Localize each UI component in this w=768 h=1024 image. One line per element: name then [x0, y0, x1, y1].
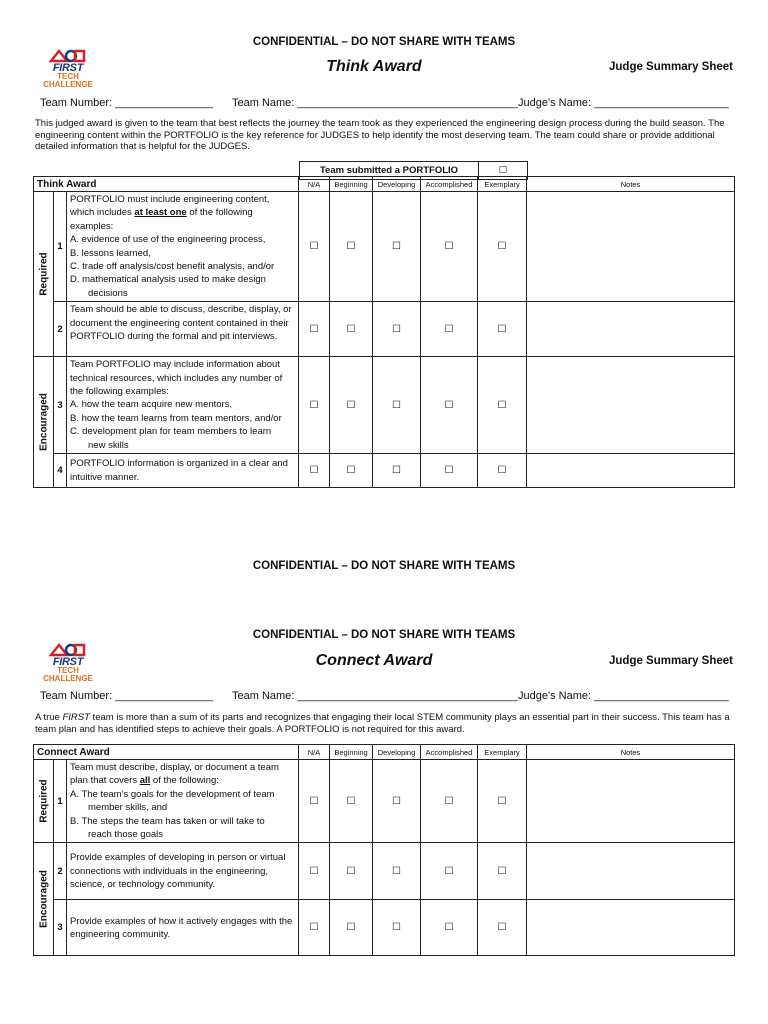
section-required: Required — [34, 760, 54, 843]
section-encouraged: Encouraged — [34, 843, 54, 956]
notes-cell[interactable] — [527, 760, 735, 843]
criterion-number: 2 — [54, 843, 67, 900]
checkbox-na[interactable]: ☐ — [299, 760, 330, 843]
table-row — [34, 357, 735, 454]
checkbox-exemplary[interactable]: ☐ — [478, 843, 527, 900]
portfolio-submitted-label: Team submitted a PORTFOLIO — [300, 162, 479, 180]
checkbox-developing[interactable]: ☐ — [373, 357, 421, 454]
table-row — [34, 302, 735, 357]
criterion-text: Team should be able to discuss, describe, display, or document the engineering content contained in their PORTFOLIO during the formal and pit interviews. — [67, 302, 299, 357]
criterion-number: 2 — [54, 302, 67, 357]
checkbox-beginning[interactable]: ☐ — [330, 760, 373, 843]
criterion-number: 4 — [54, 454, 67, 488]
checkbox-na[interactable]: ☐ — [299, 357, 330, 454]
notes-cell[interactable] — [527, 302, 735, 357]
checkbox-beginning[interactable]: ☐ — [330, 302, 373, 357]
col-na: N/A — [299, 177, 330, 192]
team-name-field[interactable]: Team Name: ____________________________________ — [232, 690, 518, 702]
team-number-field[interactable]: Team Number: ________________ — [40, 97, 214, 109]
table-row — [34, 192, 735, 302]
col-beginning: Beginning — [330, 177, 373, 192]
checkbox-developing[interactable]: ☐ — [373, 900, 421, 956]
checkbox-accomplished[interactable]: ☐ — [421, 302, 478, 357]
criterion-text: PORTFOLIO information is organized in a clear and intuitive manner. — [67, 454, 299, 488]
award-title: Think Award — [326, 58, 422, 75]
notes-cell[interactable] — [527, 900, 735, 956]
checkbox-developing[interactable]: ☐ — [373, 843, 421, 900]
col-accomplished: Accomplished — [421, 745, 478, 760]
criterion-text: Team must describe, display, or document a team plan that covers all of the following: A. The team’s goals for the development of team member skills, and B. The steps the team has taken or will take to reach those goals — [67, 760, 299, 843]
criterion-number: 1 — [54, 192, 67, 302]
portfolio-submitted-checkbox[interactable]: ☐ — [479, 162, 528, 180]
checkbox-accomplished[interactable]: ☐ — [421, 843, 478, 900]
col-notes: Notes — [527, 745, 735, 760]
judge-name-field[interactable]: Judge's Name: ______________________ — [518, 690, 729, 702]
notes-cell[interactable] — [527, 454, 735, 488]
notes-cell[interactable] — [527, 357, 735, 454]
checkbox-na[interactable]: ☐ — [299, 302, 330, 357]
table-row — [34, 454, 735, 488]
col-exemplary: Exemplary — [478, 745, 527, 760]
award-title: Connect Award — [315, 652, 433, 669]
sheet-label: Judge Summary Sheet — [609, 655, 733, 667]
award-description: A true FIRST team is more than a sum of its parts and recognizes that engaging their local STEM community plays an essential part in their success. This team has a team plan and has identified steps to achieve their goals. A PORTFOLIO is not required for this award. — [35, 712, 730, 735]
checkbox-accomplished[interactable]: ☐ — [421, 192, 478, 302]
confidential-footer: CONFIDENTIAL – DO NOT SHARE WITH TEAMS — [252, 560, 516, 572]
checkbox-developing[interactable]: ☐ — [373, 302, 421, 357]
judge-name-field[interactable]: Judge's Name: ______________________ — [518, 97, 729, 109]
notes-cell[interactable] — [527, 192, 735, 302]
checkbox-accomplished[interactable]: ☐ — [421, 760, 478, 843]
checkbox-beginning[interactable]: ☐ — [330, 843, 373, 900]
checkbox-exemplary[interactable]: ☐ — [478, 454, 527, 488]
checkbox-na[interactable]: ☐ — [299, 900, 330, 956]
checkbox-exemplary[interactable]: ☐ — [478, 302, 527, 357]
criterion-number: 3 — [54, 357, 67, 454]
team-name-field[interactable]: Team Name: ____________________________________ — [232, 97, 518, 109]
checkbox-accomplished[interactable]: ☐ — [421, 357, 478, 454]
criterion-number: 3 — [54, 900, 67, 956]
logo-challenge-text: CHALLENGE — [43, 674, 93, 683]
team-number-field[interactable]: Team Number: ________________ — [40, 690, 214, 702]
criterion-text: PORTFOLIO must include engineering content, which includes at least one of the following examples: A. evidence of use of the engineering process, B. lessons learned, C. trade off analysis/cost benefit analysis, and/or D. mathematical analysis used to make design decisions — [67, 192, 299, 302]
table-row — [34, 760, 735, 843]
table-row — [34, 900, 735, 956]
confidential-header: CONFIDENTIAL – DO NOT SHARE WITH TEAMS — [252, 36, 516, 48]
checkbox-na[interactable]: ☐ — [299, 843, 330, 900]
logo-first-text: FIRST — [52, 656, 84, 668]
col-notes: Notes — [527, 177, 735, 192]
table-title: Think Award — [34, 177, 299, 192]
col-developing: Developing — [373, 745, 421, 760]
section-encouraged: Encouraged — [34, 357, 54, 488]
checkbox-beginning[interactable]: ☐ — [330, 357, 373, 454]
notes-cell[interactable] — [527, 843, 735, 900]
checkbox-na[interactable]: ☐ — [299, 192, 330, 302]
award-description: This judged award is given to the team that best reflects the journey the team took as they experienced the engineering design process during the build season. The engineering content within the PORTFOLIO is the key reference for JUDGES to help identify the most deserving team. The team could share or provide additional detailed information that is helpful for the JUDGES. — [35, 118, 725, 152]
col-exemplary: Exemplary — [478, 177, 527, 192]
col-na: N/A — [299, 745, 330, 760]
criterion-number: 1 — [54, 760, 67, 843]
checkbox-developing[interactable]: ☐ — [373, 192, 421, 302]
col-developing: Developing — [373, 177, 421, 192]
checkbox-exemplary[interactable]: ☐ — [478, 900, 527, 956]
logo-tech-text: TECH — [57, 72, 79, 81]
criterion-text: Team PORTFOLIO may include information about technical resources, which includes any number of the following examples: A. how the team acquire new mentors, B. how the team learns from team mentors, and/or C. development plan for team members to learn new skills — [67, 357, 299, 454]
think-rubric-table — [33, 176, 735, 488]
checkbox-accomplished[interactable]: ☐ — [421, 454, 478, 488]
col-accomplished: Accomplished — [421, 177, 478, 192]
connect-rubric-table — [33, 744, 735, 956]
table-title: Connect Award — [34, 745, 299, 760]
checkbox-developing[interactable]: ☐ — [373, 454, 421, 488]
checkbox-beginning[interactable]: ☐ — [330, 454, 373, 488]
criterion-text: Provide examples of how it actively engages with the engineering community. — [67, 900, 299, 956]
logo-tech-text: TECH — [57, 666, 79, 675]
logo-first-text: FIRST — [52, 62, 84, 74]
checkbox-beginning[interactable]: ☐ — [330, 192, 373, 302]
checkbox-developing[interactable]: ☐ — [373, 760, 421, 843]
checkbox-na[interactable]: ☐ — [299, 454, 330, 488]
checkbox-exemplary[interactable]: ☐ — [478, 192, 527, 302]
confidential-header: CONFIDENTIAL – DO NOT SHARE WITH TEAMS — [252, 629, 516, 641]
checkbox-exemplary[interactable]: ☐ — [478, 357, 527, 454]
criterion-text: Provide examples of developing in person or virtual connections with individuals in the engineering, science, or technology community. — [67, 843, 299, 900]
logo-challenge-text: CHALLENGE — [43, 80, 93, 89]
table-row — [34, 843, 735, 900]
checkbox-beginning[interactable]: ☐ — [330, 900, 373, 956]
checkbox-accomplished[interactable]: ☐ — [421, 900, 478, 956]
col-beginning: Beginning — [330, 745, 373, 760]
checkbox-exemplary[interactable]: ☐ — [478, 760, 527, 843]
sheet-label: Judge Summary Sheet — [609, 61, 733, 73]
section-required: Required — [34, 192, 54, 357]
